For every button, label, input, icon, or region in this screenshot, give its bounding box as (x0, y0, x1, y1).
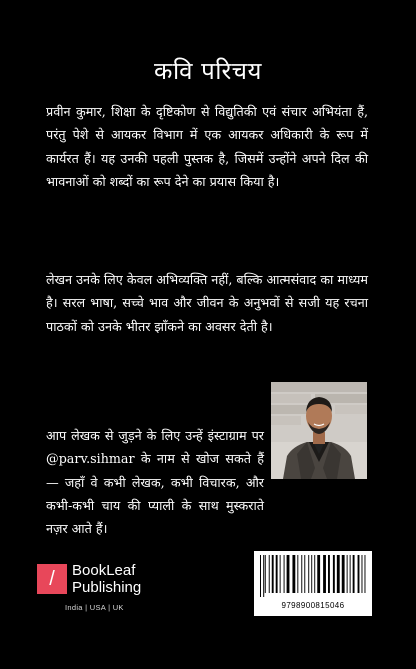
barcode-bar (311, 555, 312, 593)
publisher-name (72, 562, 141, 596)
barcode-bar (276, 555, 278, 593)
publisher-regions: India | USA | UK (65, 603, 124, 612)
isbn-barcode (254, 551, 372, 616)
barcode-bar (269, 555, 270, 593)
barcode-bar (297, 555, 298, 593)
barcode-bar (314, 555, 315, 593)
barcode-bar (284, 555, 285, 593)
barcode-bar (350, 555, 351, 593)
bio-paragraph-1: प्रवीन कुमार, शिक्षा के दृष्टिकोण से विद्युतिकी एवं संचार अभियंता हैं, परंतु पेशे से आयकर विभाग में एक आयकर अधिकारी के रूप में कार्यरत हैं। यह उनकी पहली पुस्तक है, जिसमें उन्होंने अपने दिल की भावनाओं को शब्दों का रूप देने का प्रयास किया है। (46, 104, 368, 189)
barcode-bar (287, 555, 290, 593)
barcode-bar (308, 555, 309, 593)
barcode-bar (317, 555, 320, 593)
isbn-number: 9798900815046 (281, 601, 345, 610)
barcode-bar (347, 555, 348, 593)
barcode-bar (323, 555, 326, 593)
barcode-bar (272, 555, 274, 593)
barcode-bar (328, 555, 330, 593)
barcode-bar (301, 555, 302, 593)
barcode-bar (280, 555, 281, 593)
barcode-bar (353, 555, 355, 593)
barcode-bar (337, 555, 340, 593)
publisher-logo (37, 562, 177, 617)
barcode-bar (342, 555, 345, 593)
barcode-bar (333, 555, 335, 593)
publisher-logo-mark: / (37, 564, 67, 594)
barcode-bar (263, 555, 264, 597)
barcode-bar (260, 555, 261, 597)
barcode-bar (362, 555, 363, 593)
barcode-bar (304, 555, 305, 593)
author-photo (271, 382, 367, 479)
page-title: कवि परिचय (154, 57, 262, 85)
publisher-name-line2: Publishing (72, 579, 142, 596)
barcode-bar (265, 555, 266, 593)
barcode-bars (254, 551, 372, 599)
barcode-bar (365, 555, 366, 593)
barcode-bar (358, 555, 360, 593)
barcode-bar (292, 555, 295, 593)
bio-paragraph-3: आप लेखक से जुड़ने के लिए उन्हें इंस्टाग्राम पर @parv.sihmar के नाम से खोज सकते हैं — जहाँ वे कभी लेखक, कभी विचारक, और कभी-कभी चाय की प्याली के साथ मुस्कराते नज़र आते हैं। (46, 428, 264, 537)
publisher-name-line1: BookLeaf (72, 562, 136, 579)
bio-paragraph-2: लेखन उनके लिए केवल अभिव्यक्ति नहीं, बल्कि आत्मसंवाद का माध्यम है। सरल भाषा, सच्चे भाव और जीवन के अनुभवों से सजी यह रचना पाठकों को उनके भीतर झाँकने का अवसर देती है। (46, 272, 368, 334)
